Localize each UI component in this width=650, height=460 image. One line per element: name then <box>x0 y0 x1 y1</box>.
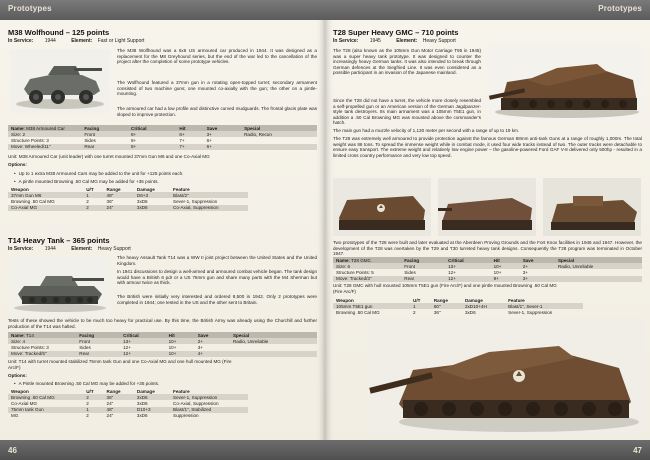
stat-cell: Size: 2 <box>8 131 68 137</box>
weapon-header: Feature <box>173 388 190 394</box>
role-label: Element: <box>71 38 93 44</box>
weapon-cell: 24" <box>106 413 114 419</box>
weapon-cell: Blast/1", Stabilized <box>170 407 248 413</box>
stat-cell: Radio, Unreliable <box>230 338 317 344</box>
weapon-header: U/T <box>86 388 94 394</box>
weapon-cell: 3xD6 <box>464 309 476 315</box>
t14-option: • A Pintle mounted Browning .50 Cal MG may be added for +35 points. <box>14 381 159 386</box>
stat-cell: Hit <box>179 125 186 131</box>
weapon-cell: 36" <box>106 198 114 204</box>
stat-cell: Save <box>197 332 209 338</box>
stat-cell: 13+ <box>445 263 490 269</box>
weapon-cell: 75mm tank Gun <box>8 407 83 413</box>
t28-photo-1 <box>333 178 431 236</box>
weapon-cell: 24" <box>104 205 134 211</box>
stat-cell: Critical <box>448 257 464 263</box>
stat-cell: Size: 6 <box>333 263 389 269</box>
stat-cell: Special <box>557 257 575 263</box>
m38-unit: Unit: M38 Armoured Car (unit leader) with one turret mounted 37mm Gun M6 and one Co-Axial MG <box>8 154 210 159</box>
stat-cell: Rear <box>81 144 128 150</box>
t14-options-label: Options: <box>8 373 27 378</box>
stat-cell: Front <box>81 131 128 137</box>
weapon-header: Feature <box>508 297 525 303</box>
stat-cell: 10+ <box>168 344 177 350</box>
service-label: In Service: <box>333 38 359 44</box>
role-value: Fast or Light Support <box>97 38 145 44</box>
stats-row <box>333 276 642 282</box>
service-year: 1944 <box>44 246 56 252</box>
stat-cell: Front <box>76 338 120 344</box>
stat-cell: Facing <box>79 332 95 338</box>
weapon-header: Damage <box>464 297 483 303</box>
weapon-cell: Sever-1, Suppression <box>173 198 218 204</box>
stat-cell: Structure Points: 5 <box>336 269 374 275</box>
stat-cell: Rear <box>76 351 120 357</box>
weapon-cell: 3xD6 <box>134 394 170 400</box>
t14-text-1: The heavy Assault Tank T14 was a WW II joint project between the United States and the United Kingdom. <box>117 255 317 266</box>
weapon-cell: Blast/2" <box>170 192 248 198</box>
weapon-header: U/T <box>413 297 421 303</box>
stat-cell: 3+ <box>522 269 528 275</box>
stat-cell: 8+ <box>176 131 203 137</box>
stat-cell: Sides <box>404 269 416 275</box>
weapon-cell: 3xD6 <box>136 198 148 204</box>
weapon-cell: 24" <box>106 400 114 406</box>
weapon-header: Feature <box>173 186 190 192</box>
page-header: Prototypes <box>8 4 52 13</box>
stat-cell: 12+ <box>123 344 131 350</box>
t28-service <box>333 38 456 44</box>
stat-cell: 8+ <box>131 137 137 143</box>
stat-cell: Special <box>232 332 250 338</box>
stat-cell: 2+ <box>195 338 230 344</box>
stat-cell: Move: Tracked/5" <box>8 351 64 357</box>
stat-cell: 2+ <box>520 263 555 269</box>
stat-cell: Front <box>401 263 445 269</box>
service-label: In Service: <box>8 38 34 44</box>
weapon-cell: 2xD10+4H <box>462 303 505 309</box>
weapon-cell: 1 <box>83 192 103 198</box>
stat-cell: 12+ <box>120 351 165 357</box>
weapon-cell: D6+3 <box>134 192 170 198</box>
weapon-cell: 37mm Gun M6 <box>8 192 83 198</box>
stat-cell: Special <box>244 125 261 131</box>
stat-cell: 6+ <box>204 144 242 150</box>
stats-header-row: Name: T14 Facing Critical Hit Save Special <box>8 332 317 338</box>
page-number: 46 <box>8 446 17 455</box>
weapon-cell: Browning .50 Cal MG <box>336 309 380 315</box>
t14-title: T14 Heavy Tank – 365 points <box>8 236 110 245</box>
m38-stats-table <box>8 125 317 150</box>
t28-text-2: Since the T28 did not have a turret, the vehicle more closely resembled a self-propelled gun or an American version of the German Jagdpanzer-style tank destroyers. Its main armament was a 105mm T5E1 gun, in addition a .50 Cal Browning MG was mounted above the commander's hatch. <box>333 98 481 126</box>
stat-cell: 10+ <box>166 351 195 357</box>
t14-unit: Unit: T14 with turret mounted stabilized 75mm tank Gun and one Co-Axial MG and one hull mounted MG (Fire Arc/F) <box>8 359 232 370</box>
footer-band <box>325 440 650 460</box>
m38-weapons-table <box>8 186 248 211</box>
weapon-cell: Sever-1, Suppression <box>170 394 248 400</box>
m38-options-label: Options: <box>8 162 27 167</box>
stat-cell: Facing <box>404 257 420 263</box>
m38-text-2: The Wolfhound featured a 37mm gun in a rotating open-topped turret; secondary armament consisted of two machine guns; one mounted co-axially with the gun; the other on a pintle-mounting. <box>117 80 317 97</box>
weapon-cell: 105mm T5E1 gun <box>333 303 410 309</box>
stat-cell: 8+ <box>128 131 176 137</box>
t28-stats-table <box>333 257 642 282</box>
stat-cell: 6+ <box>206 137 212 143</box>
stat-cell: 13+ <box>120 338 165 344</box>
stat-cell: 3+ <box>204 131 242 137</box>
stats-header-row: Name: T28 GMC Facing Critical Hit Save Special <box>333 257 642 263</box>
stat-cell: Sides <box>79 344 91 350</box>
weapon-cell: 3xD6 <box>134 205 170 211</box>
weapon-cell: Browning .50 Cal MG <box>11 198 55 204</box>
t14-service <box>8 246 131 252</box>
stats-row <box>8 144 317 150</box>
role-value: Heavy Support <box>422 38 456 44</box>
stats-header-row: Name: M38 Armoured Car Facing Critical Hit Save Special <box>8 125 317 131</box>
m38-text-3: The armoured car had a low profile and distinctive curved mudguards. The frontal glacis plate was sloped to improve protection. <box>117 106 317 117</box>
stat-cell: 10+ <box>166 338 195 344</box>
weapon-cell: Co-Axial MG <box>11 400 38 406</box>
service-year: 1944 <box>44 38 56 44</box>
role-label: Element: <box>396 38 418 44</box>
t14-text-2: In 1941 discussions to design a well-armed and armoured combat vehicle began. The tank design would have a British 6 pdr or a US 75mm gun and share many parts with the M4 Sherman but with armour twice as thick. <box>117 269 317 286</box>
weapon-cell: Co-Axial, Suppression <box>173 400 219 406</box>
service-label: In Service: <box>8 246 34 252</box>
weapon-cell: 2 <box>413 309 416 315</box>
weapon-cell: 48" <box>104 192 134 198</box>
stat-cell: 12+ <box>448 269 456 275</box>
weapon-cell: 2 <box>83 205 103 211</box>
stat-cell: Hit <box>168 332 175 338</box>
weapon-header: Damage <box>136 388 155 394</box>
m38-option: • Up to 1 extra M38 Armoured Cars may be added to the unit for +125 points each. <box>14 171 183 176</box>
t28-title: T28 Super Heavy GMC – 710 points <box>333 28 459 37</box>
t14-stats-table <box>8 332 317 357</box>
m38-title: M38 Wolfhound – 125 points <box>8 28 110 37</box>
t28-text-5: Two prototypes of the T28 were built and later evaluated at the Aberdeen Proving Grounds and the Fort Knox facilities in 1946 and 1947. However, the development of the T28 was overtaken by the T29 and T30 turreted heavy tank designs. Consequently the T28 program was terminated in October 1947. <box>333 240 642 257</box>
stat-cell: Save <box>522 257 534 263</box>
weapon-cell: 2 <box>83 394 103 400</box>
weapon-cell: D10+3 <box>134 407 170 413</box>
t14-photo <box>10 256 110 316</box>
weapon-cell: 3xD6 <box>136 400 148 406</box>
weapon-cell: 2 <box>86 400 89 406</box>
stat-cell: Name <box>336 257 349 263</box>
weapon-cell: 48" <box>104 407 134 413</box>
stat-cell: Rear <box>401 276 445 282</box>
weapon-header: U/T <box>86 186 94 192</box>
weapon-cell: 2 <box>86 413 89 419</box>
weapon-header: Weapon <box>11 186 29 192</box>
t28-photo-top <box>487 46 643 122</box>
weapon-cell: MG <box>11 413 19 419</box>
t28-photo-2 <box>438 178 536 236</box>
stat-cell: Structure Points: 3 <box>11 137 49 143</box>
stat-cell: 7+ <box>176 144 203 150</box>
weapon-cell: 2 <box>86 198 89 204</box>
stat-cell: Move: Tracked/3" <box>333 276 389 282</box>
stat-cell: Radio, Recon <box>241 131 317 137</box>
role-label: Element: <box>71 246 93 252</box>
t28-weapons-table <box>333 297 583 316</box>
weapon-cell: 3xD6 <box>136 413 148 419</box>
t28-photo-3 <box>543 178 641 236</box>
weapon-cell: 36" <box>104 394 134 400</box>
stat-cell: 10+ <box>493 269 502 275</box>
stat-cell: Critical <box>123 332 139 338</box>
stat-cell: Size: 4 <box>8 338 64 344</box>
stat-cell: M38 Armoured Car <box>26 125 65 131</box>
weapon-header: Damage <box>136 186 155 192</box>
weapon-header: Range <box>106 186 121 192</box>
role-value: Heavy Support <box>97 246 131 252</box>
stat-cell: Name <box>11 125 24 131</box>
stat-cell: 12+ <box>445 276 490 282</box>
t14-weapons-table <box>8 388 248 419</box>
weapon-cell: 36" <box>433 309 441 315</box>
stat-cell: Facing <box>84 125 100 131</box>
weapon-row <box>333 309 583 315</box>
weapon-cell: 1 <box>410 303 431 309</box>
stat-cell: Hit <box>493 257 500 263</box>
weapon-header: Weapon <box>336 297 354 303</box>
weapon-cell: Co-Axial, Suppression <box>170 205 248 211</box>
stat-cell: 3+ <box>197 344 203 350</box>
stat-cell: 4+ <box>195 351 230 357</box>
t28-photo-large <box>369 318 645 436</box>
weapon-row <box>8 413 248 419</box>
stat-cell: 10+ <box>491 263 520 269</box>
service-year: 1945 <box>369 38 381 44</box>
stat-cell: 8+ <box>128 144 176 150</box>
stat-cell: 7+ <box>179 137 185 143</box>
page-number: 47 <box>633 446 642 455</box>
weapon-cell: Blast/1", Sever-1 <box>505 303 583 309</box>
weapon-header: Range <box>106 388 121 394</box>
stat-cell: Radio, Unreliable <box>555 263 642 269</box>
stat-cell: Name <box>11 332 24 338</box>
weapon-cell: Suppression <box>173 413 199 419</box>
page-header: Prototypes <box>598 4 642 13</box>
weapon-cell: Co-Axial MG <box>8 205 83 211</box>
t28-unit: Unit: T28 GMC with hull mounted 105mm T5E1 gun (Fire Arc/F) and one pintle mounted Browning .50 Cal MG (Fire Arc/F) <box>333 283 557 294</box>
m38-service <box>8 38 144 44</box>
stat-cell: T14 <box>26 332 34 338</box>
t14-text-3: The British were initially very interested and ordered 8,500 in 1942. Only 2 prototypes were completed in 1944; one tested in the US and the other sent to Britain. <box>117 294 317 305</box>
footer-band <box>0 440 325 460</box>
stat-cell: Move: Wheeled/11" <box>8 144 68 150</box>
stat-cell: Sides <box>84 137 96 143</box>
right-page <box>325 0 650 460</box>
t28-text-1: The T28 (also known as the 105mm Gun Motor Carriage T95 in 1945) was a super heavy tank prototype. It was designed to counter the increasingly heavy German tanks. It was also intended to break through German defences at the Siegfried Line. It was even considered as a possible participant in an invasion of the Japanese mainland. <box>333 48 481 76</box>
weapon-cell: 60" <box>431 303 462 309</box>
stat-cell: 9+ <box>491 276 520 282</box>
m38-option: • A pintle mounted Browning .50 Cal MG may be added for +35 points. <box>14 179 159 184</box>
weapon-header: Weapon <box>11 388 29 394</box>
m38-photo <box>10 49 110 113</box>
weapon-cell: 1 <box>83 407 103 413</box>
weapon-row <box>8 205 248 211</box>
weapon-cell: Browning .50 Cal MG <box>8 394 83 400</box>
weapon-header: Range <box>433 297 448 303</box>
stat-cell: Structure Points: 3 <box>11 344 49 350</box>
stat-cell: 3+ <box>520 276 555 282</box>
stats-row <box>8 351 317 357</box>
stat-cell: Save <box>206 125 218 131</box>
m38-text-1: The M38 Wolfhound was a 6x6 US armoured car produced in 1944. It was designed as a replacement for the M8 Greyhound series, but the end of the war led to the cancellation of the project after the completion of some prototype vehicles. <box>117 48 317 65</box>
t28-text-3: The main gun had a muzzle velocity of 1,130 meter per second with a range of up to 19 km. <box>333 128 520 133</box>
stat-cell: T28 GMC <box>351 257 371 263</box>
stat-cell: Critical <box>131 125 147 131</box>
t14-text-4: Tests of these showed the vehicle to be much too heavy for practical use. By this time, the British Army was already using the Churchill and further production of the T14 was halted. <box>8 318 317 329</box>
weapon-cell: Sever-1, Suppression <box>508 309 553 315</box>
t28-text-4: The T28 was extremely well armoured to provide protection against the famous German 88mm anti-tank Guns at a range of roughly 1,000m. The total weight was 86 tons. To spread the immense weight while in combat mode, it used four wide tracks instead of two. The outer tracks were detachable to ensure easy transport. The extreme weight and relatively low engine power – the gasoline-powered Ford GAF V-8 delivered only 500hp - resulted in a limited cross country performance and very low top speed. <box>333 136 642 158</box>
